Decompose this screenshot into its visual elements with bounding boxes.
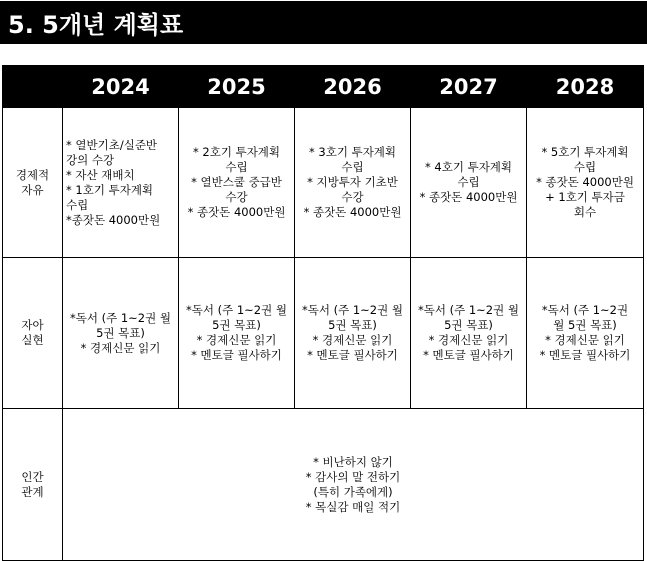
plan-cell-relationships-merged: * 비난하지 않기 * 감사의 말 전하기 (특히 가족에게) * 목실감 매일 적기 (63, 409, 644, 561)
row-label-self-realization: 자아 실현 (3, 258, 63, 409)
plan-cell-2027-financial: * 4호기 투자계획 수립 * 종잣돈 4000만원 (411, 108, 527, 258)
row-label-financial-freedom: 경제적 자유 (3, 108, 63, 258)
year-header-2025: 2025 (179, 66, 295, 108)
year-header-2024: 2024 (63, 66, 179, 108)
plan-cell-2024-financial: * 열반기초/실준반 강의 수강 * 자산 재배치 * 1호기 투자계획 수립 *종잣돈 4000만원 (63, 108, 179, 258)
plan-cell-2027-self: *독서 (주 1~2권 월 5권 목표) * 경제신문 읽기 * 멘토글 필사하기 (411, 258, 527, 409)
year-header-2027: 2027 (411, 66, 527, 108)
plan-cell-2026-self: *독서 (주 1~2권 월 5권 목표) * 경제신문 읽기 * 멘토글 필사하기 (295, 258, 411, 409)
year-header-2028: 2028 (527, 66, 644, 108)
five-year-plan-table (2, 65, 644, 561)
table-row-self-realization (3, 258, 644, 409)
header-corner (3, 66, 63, 108)
plan-cell-2028-financial: * 5호기 투자계획 수립 * 종잣돈 4000만원 + 1호기 투자금 회수 (527, 108, 644, 258)
plan-cell-2024-self: *독서 (주 1~2권 월 5권 목표) * 경제신문 읽기 (63, 258, 179, 409)
year-header-row (3, 66, 644, 108)
year-header-2026: 2026 (295, 66, 411, 108)
plan-cell-2026-financial: * 3호기 투자계획 수립 * 지방투자 기초반 수강 * 종잣돈 4000만원 (295, 108, 411, 258)
row-label-relationships: 인간 관계 (3, 409, 63, 561)
plan-cell-2025-financial: * 2호기 투자계획 수립 * 열반스쿨 중급반 수강 * 종잣돈 4000만원 (179, 108, 295, 258)
plan-cell-2028-self: *독서 (주 1~2권 월 5권 목표) * 경제신문 읽기 * 멘토글 필사하기 (527, 258, 644, 409)
plan-cell-2025-self: *독서 (주 1~2권 월 5권 목표) * 경제신문 읽기 * 멘토글 필사하기 (179, 258, 295, 409)
page-title: 5. 5개년 계획표 (0, 1, 647, 44)
table-row-relationships (3, 409, 644, 561)
table-row-financial-freedom (3, 108, 644, 258)
